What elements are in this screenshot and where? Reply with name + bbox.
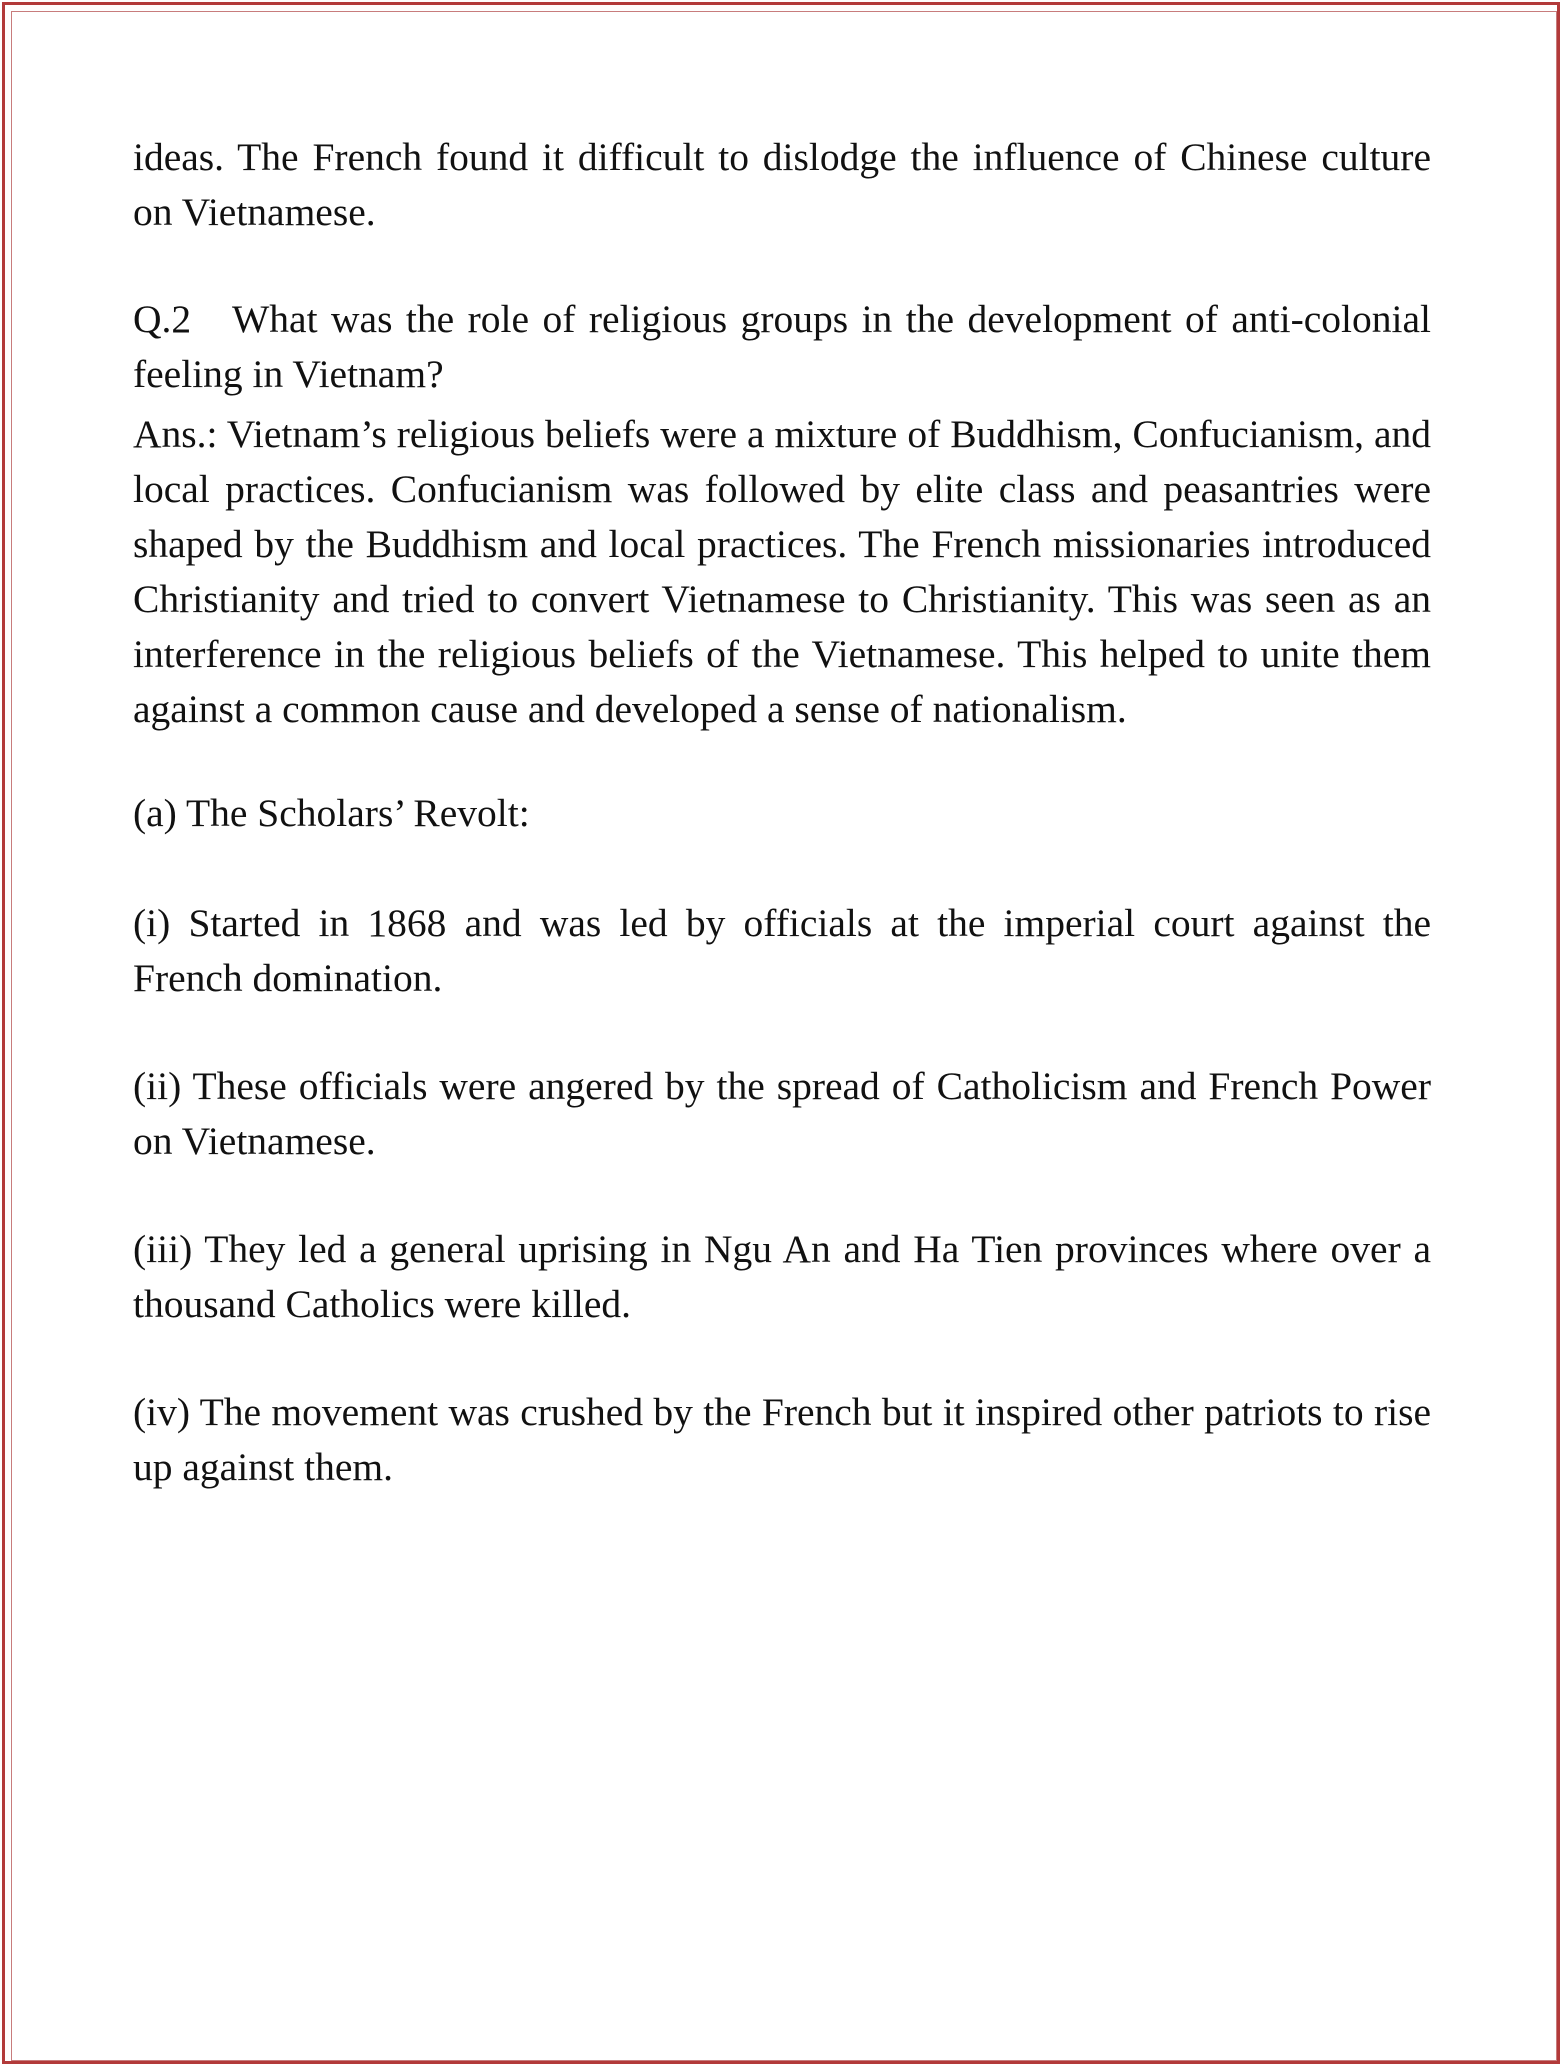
point-iv: (iv) The movement was crushed by the French but it inspired other patriots to rise up against them.: [133, 1390, 1431, 1489]
question-2: [133, 292, 1431, 402]
question-number: Q.2: [133, 297, 192, 341]
document-body: [133, 130, 1431, 1495]
section-heading: (a) The Scholars’ Revolt:: [133, 791, 530, 835]
point-i: (i) Started in 1868 and was led by officials at the imperial court against the French domination.: [133, 901, 1431, 1000]
question-text: What was the role of religious groups in the development of anti-colonial feeling in Vietnam?: [133, 297, 1431, 396]
answer-paragraph: Ans.: Vietnam’s religious beliefs were a mixture of Buddhism, Confucianism, and local practices. Confucianism was followed by elite class and peasantries were shaped by the Buddhism and local practices. The French missionaries introduced Christianity and tried to convert Vietnamese to Christianity. This was seen as an interference in the religious beliefs of the Vietnamese. This helped to unite them against a common cause and developed a sense of nationalism.: [133, 412, 1431, 731]
intro-paragraph: ideas. The French found it difficult to dislodge the influence of Chinese culture on Vietnamese.: [133, 135, 1431, 234]
point-ii: (ii) These officials were angered by the spread of Catholicism and French Power on Vietnamese.: [133, 1064, 1431, 1163]
point-iii: (iii) They led a general uprising in Ngu An and Ha Tien provinces where over a thousand Catholics were killed.: [133, 1227, 1431, 1326]
